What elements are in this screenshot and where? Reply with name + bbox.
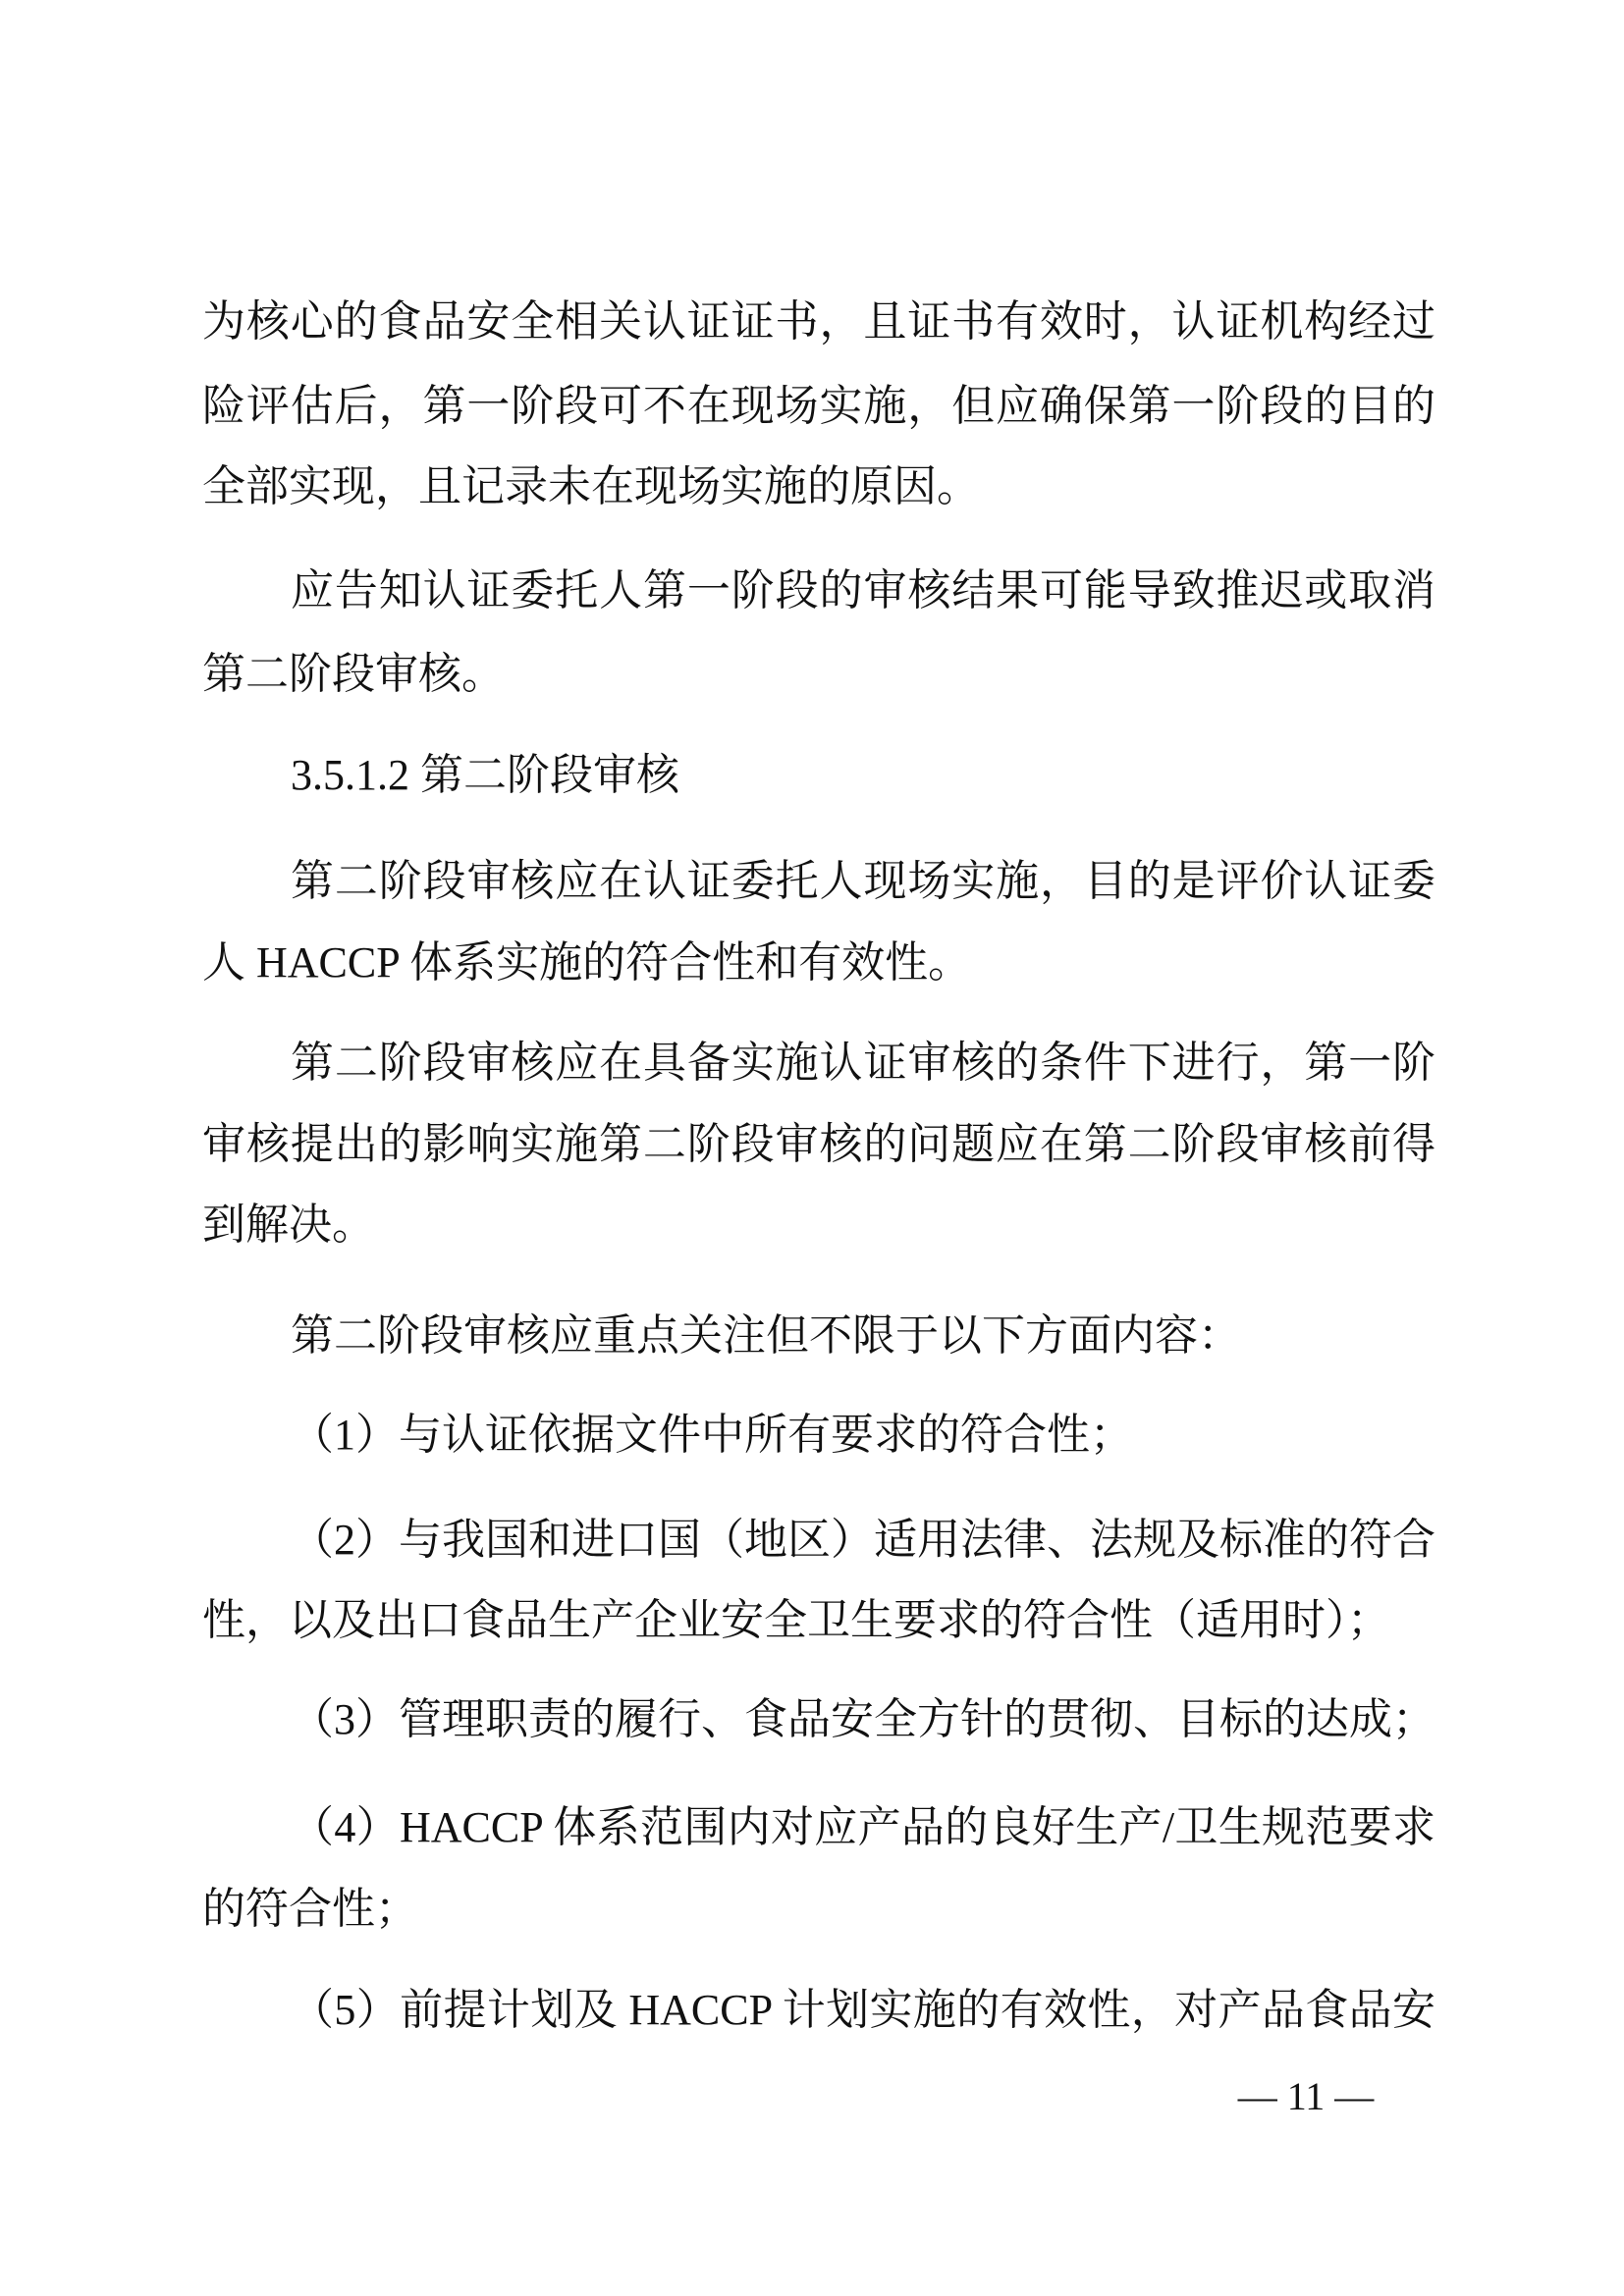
text-line: 应告知认证委托人第一阶段的审核结果可能导致推迟或取消 — [291, 566, 1435, 614]
page-number: — 11 — — [1237, 2074, 1375, 2118]
text-line: 第二阶段审核应在具备实施认证审核的条件下进行，第一阶 — [291, 1039, 1435, 1087]
text-line: （5）前提计划及 HACCP 计划实施的有效性，对产品食品安 — [291, 1986, 1435, 2034]
text-line: （4）HACCP 体系范围内对应产品的良好生产/卫生规范要求 — [291, 1803, 1435, 1851]
text-line: 全部实现，且记录未在现场实施的原因。 — [202, 462, 980, 510]
text-line: 险评估后，第一阶段可不在现场实施，但应确保第一阶段的目的 — [202, 382, 1435, 430]
text-line: 到解决。 — [202, 1201, 375, 1249]
text-line: （2）与我国和进口国（地区）适用法律、法规及标准的符合 — [291, 1516, 1435, 1564]
text-line: 第二阶段审核应在认证委托人现场实施，目的是评价认证委 — [291, 857, 1435, 905]
text-line: 性，以及出口食品生产企业安全卫生要求的符合性（适用时）； — [202, 1596, 1390, 1644]
section-heading: 3.5.1.2 第二阶段审核 — [291, 751, 679, 799]
text-line: （1）与认证依据文件中所有要求的符合性； — [291, 1411, 1133, 1459]
text-line: 人 HACCP 体系实施的符合性和有效性。 — [202, 938, 972, 987]
text-line: 为核心的食品安全相关认证证书，且证书有效时，认证机构经过 — [202, 297, 1435, 346]
text-line: （3）管理职责的履行、食品安全方针的贯彻、目标的达成； — [291, 1695, 1435, 1743]
text-line: 第二阶段审核应重点关注但不限于以下方面内容： — [291, 1311, 1241, 1360]
text-line: 的符合性； — [202, 1885, 418, 1933]
text-line: 第二阶段审核。 — [202, 650, 505, 698]
text-line: 审核提出的影响实施第二阶段审核的问题应在第二阶段审核前得 — [202, 1120, 1435, 1168]
